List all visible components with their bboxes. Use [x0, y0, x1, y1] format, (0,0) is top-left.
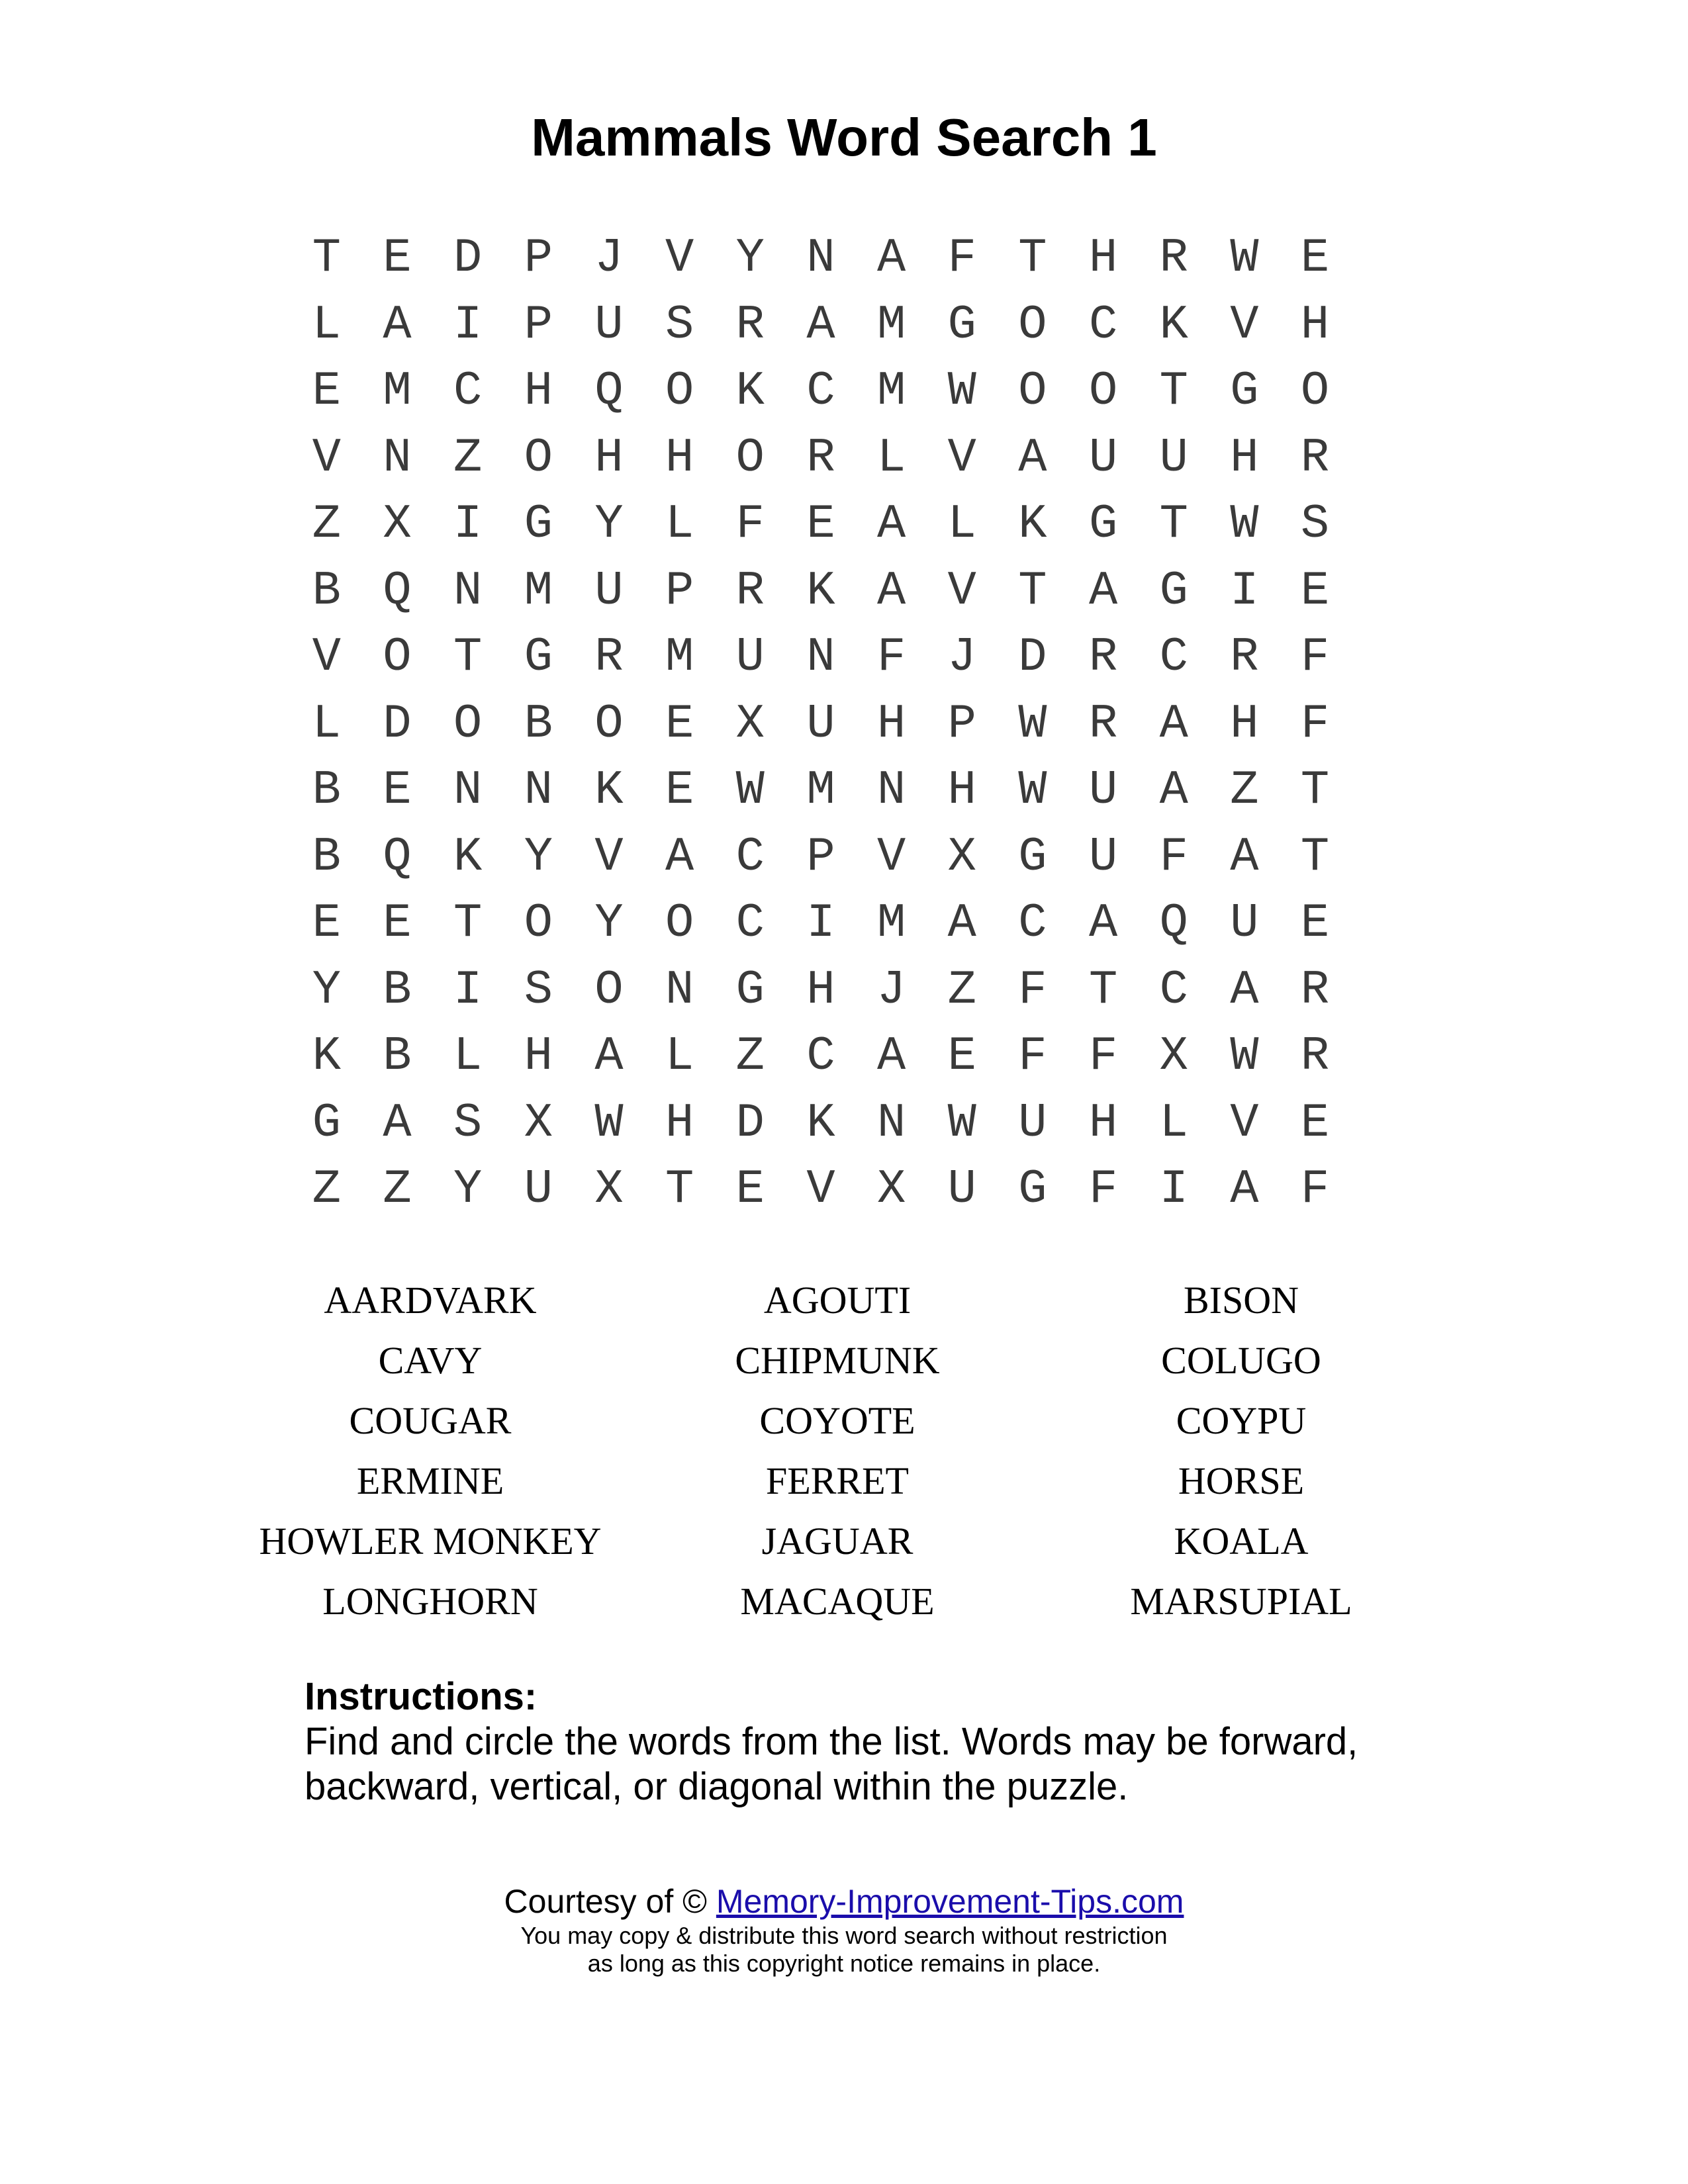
grid-letter: K	[735, 364, 765, 418]
grid-letter: Q	[383, 563, 412, 618]
grid-letter: X	[876, 1162, 906, 1216]
grid-letter: P	[947, 696, 976, 751]
grid-letter: A	[1088, 896, 1118, 950]
grid-letter: I	[453, 297, 483, 352]
grid-letter: M	[806, 763, 835, 817]
grid-letter: W	[594, 1095, 624, 1150]
grid-letter: H	[1300, 297, 1330, 352]
grid-letter: H	[1088, 1095, 1118, 1150]
grid-letter: N	[806, 630, 835, 684]
courtesy-prefix: Courtesy of ©	[504, 1883, 707, 1920]
grid-letter: G	[1018, 829, 1047, 884]
grid-letter: O	[594, 696, 624, 751]
grid-letter: T	[665, 1162, 694, 1216]
grid-letter: V	[947, 430, 976, 485]
grid-letter: C	[1018, 896, 1047, 950]
grid-letter: Z	[735, 1029, 765, 1083]
grid-letter: R	[1300, 962, 1330, 1017]
grid-letter: X	[594, 1162, 624, 1216]
grid-letter: P	[806, 829, 835, 884]
grid-letter: R	[1088, 696, 1118, 751]
grid-letter: Q	[1159, 896, 1188, 950]
grid-letter: W	[735, 763, 765, 817]
grid-letter: Y	[524, 829, 553, 884]
grid-letter: B	[312, 763, 341, 817]
grid-letter: O	[665, 896, 694, 950]
grid-letter: P	[524, 231, 553, 285]
grid-letter: T	[1088, 962, 1118, 1017]
grid-letter: S	[665, 297, 694, 352]
grid-letter: N	[524, 763, 553, 817]
grid-letter: F	[1300, 1162, 1330, 1216]
grid-letter: R	[735, 563, 765, 618]
grid-letter: N	[876, 763, 906, 817]
instructions-text: Find and circle the words from the list. Words may be forward, backward, vertical, or diagonal within the puzzle.	[305, 1720, 1358, 1808]
grid-letter: N	[453, 763, 483, 817]
grid-letter: Z	[947, 962, 976, 1017]
grid-letter: C	[1088, 297, 1118, 352]
grid-letter: A	[806, 297, 835, 352]
grid-letter: U	[1230, 896, 1259, 950]
word-list-item: FERRET	[766, 1459, 909, 1502]
grid-letter: C	[735, 896, 765, 950]
grid-letter: V	[806, 1162, 835, 1216]
word-list-item: JAGUAR	[761, 1520, 914, 1563]
grid-letter: A	[1230, 962, 1259, 1017]
grid-letter: E	[1300, 896, 1330, 950]
grid-letter: M	[665, 630, 694, 684]
grid-letter: Q	[594, 364, 624, 418]
grid-letter: U	[947, 1162, 976, 1216]
grid-letter: O	[524, 896, 553, 950]
grid-letter: G	[312, 1095, 341, 1150]
word-list-item: CHIPMUNK	[735, 1339, 940, 1382]
copyright-notice-line-2: as long as this copyright notice remains in place.	[587, 1950, 1101, 1977]
grid-letter: A	[1088, 563, 1118, 618]
grid-letter: O	[665, 364, 694, 418]
grid-letter: T	[453, 630, 483, 684]
grid-letter: U	[806, 696, 835, 751]
grid-letter: F	[876, 630, 906, 684]
grid-letter: L	[665, 497, 694, 551]
copyright-notice-line-1: You may copy & distribute this word search without restriction	[520, 1922, 1168, 1949]
grid-letter: Z	[453, 430, 483, 485]
grid-letter: H	[524, 1029, 553, 1083]
grid-letter: T	[453, 896, 483, 950]
grid-letter: D	[1018, 630, 1047, 684]
grid-letter: J	[947, 630, 976, 684]
grid-letter: O	[524, 430, 553, 485]
grid-letter: X	[1159, 1029, 1188, 1083]
grid-letter: V	[312, 430, 341, 485]
grid-letter: K	[806, 1095, 835, 1150]
grid-letter: E	[312, 364, 341, 418]
grid-letter: D	[383, 696, 412, 751]
grid-letter: F	[1018, 1029, 1047, 1083]
grid-letter: E	[383, 896, 412, 950]
grid-letter: V	[312, 630, 341, 684]
grid-letter: X	[383, 497, 412, 551]
grid-letter: B	[383, 962, 412, 1017]
grid-letter: B	[312, 829, 341, 884]
grid-letter: Y	[594, 497, 624, 551]
grid-letter: N	[806, 231, 835, 285]
word-list-item: LONGHORN	[322, 1580, 538, 1623]
grid-letter: F	[947, 231, 976, 285]
grid-letter: V	[665, 231, 694, 285]
grid-letter: X	[524, 1095, 553, 1150]
grid-letter: L	[1159, 1095, 1188, 1150]
grid-letter: N	[453, 563, 483, 618]
grid-letter: O	[1088, 364, 1118, 418]
grid-letter: R	[1300, 1029, 1330, 1083]
grid-letter: Z	[312, 1162, 341, 1216]
grid-letter: C	[1159, 630, 1188, 684]
grid-letter: E	[1300, 231, 1330, 285]
grid-letter: X	[735, 696, 765, 751]
grid-letter: E	[312, 896, 341, 950]
grid-letter: T	[1018, 563, 1047, 618]
grid-letter: W	[1230, 231, 1259, 285]
grid-letter: I	[453, 962, 483, 1017]
grid-letter: A	[665, 829, 694, 884]
footer	[0, 1881, 1688, 1978]
grid-letter: A	[1159, 696, 1188, 751]
grid-letter: A	[876, 497, 906, 551]
grid-letter: R	[594, 630, 624, 684]
grid-letter: E	[383, 763, 412, 817]
grid-letter: L	[312, 696, 341, 751]
grid-letter: F	[1300, 696, 1330, 751]
grid-letter: T	[1159, 497, 1188, 551]
grid-letter: O	[1300, 364, 1330, 418]
grid-letter: M	[524, 563, 553, 618]
grid-letter: G	[1159, 563, 1188, 618]
grid-letter: E	[806, 497, 835, 551]
grid-letter: E	[947, 1029, 976, 1083]
grid-letter: A	[383, 297, 412, 352]
grid-letter: T	[1300, 763, 1330, 817]
grid-letter: V	[947, 563, 976, 618]
grid-letter: A	[876, 1029, 906, 1083]
word-list-item: MARSUPIAL	[1130, 1580, 1352, 1623]
grid-letter: P	[665, 563, 694, 618]
grid-letter: H	[524, 364, 553, 418]
grid-letter: R	[1088, 630, 1118, 684]
word-list-item: AGOUTI	[763, 1279, 912, 1322]
grid-letter: B	[383, 1029, 412, 1083]
grid-letter: N	[876, 1095, 906, 1150]
grid-letter: V	[1230, 1095, 1259, 1150]
grid-letter: R	[1230, 630, 1259, 684]
grid-letter: G	[947, 297, 976, 352]
word-list-item: COYOTE	[759, 1399, 915, 1442]
grid-letter: M	[876, 297, 906, 352]
grid-letter: X	[947, 829, 976, 884]
grid-letter: K	[594, 763, 624, 817]
grid-letter: G	[1018, 1162, 1047, 1216]
grid-letter: W	[1230, 497, 1259, 551]
grid-letter: F	[1088, 1162, 1118, 1216]
grid-letter: K	[312, 1029, 341, 1083]
grid-letter: R	[735, 297, 765, 352]
grid-letter: A	[594, 1029, 624, 1083]
grid-letter: M	[383, 364, 412, 418]
word-list-item: ERMINE	[356, 1459, 504, 1502]
page-title: Mammals Word Search 1	[531, 108, 1157, 167]
grid-letter: W	[947, 364, 976, 418]
grid-letter: T	[1300, 829, 1330, 884]
grid-letter: A	[383, 1095, 412, 1150]
grid-letter: U	[1088, 430, 1118, 485]
grid-letter: U	[1159, 430, 1188, 485]
grid-letter: E	[1300, 1095, 1330, 1150]
word-list-item: KOALA	[1174, 1520, 1309, 1563]
grid-letter: C	[1159, 962, 1188, 1017]
grid-letter: H	[665, 430, 694, 485]
grid-letter: C	[735, 829, 765, 884]
grid-letter: H	[594, 430, 624, 485]
grid-letter: M	[876, 364, 906, 418]
grid-letter: I	[1230, 563, 1259, 618]
grid-letter: E	[665, 696, 694, 751]
grid-letter: H	[947, 763, 976, 817]
grid-letter: S	[1300, 497, 1330, 551]
grid-letter: O	[1018, 364, 1047, 418]
grid-letter: L	[312, 297, 341, 352]
grid-letter: W	[947, 1095, 976, 1150]
grid-letter: B	[524, 696, 553, 751]
grid-letter: U	[1088, 763, 1118, 817]
word-list-item: COLUGO	[1161, 1339, 1321, 1382]
grid-letter: F	[1300, 630, 1330, 684]
grid-letter: Z	[383, 1162, 412, 1216]
grid-letter: U	[735, 630, 765, 684]
grid-letter: I	[1159, 1162, 1188, 1216]
grid-letter: M	[876, 896, 906, 950]
grid-letter: T	[1018, 231, 1047, 285]
grid-letter: H	[1088, 231, 1118, 285]
grid-letter: O	[735, 430, 765, 485]
word-list-item: COUGAR	[349, 1399, 512, 1442]
grid-letter: O	[453, 696, 483, 751]
grid-letter: R	[1159, 231, 1188, 285]
grid-letter: P	[524, 297, 553, 352]
website-link[interactable]: Memory-Improvement-Tips.com	[716, 1883, 1184, 1920]
grid-letter: B	[312, 563, 341, 618]
grid-letter: Z	[1230, 763, 1259, 817]
grid-letter: H	[806, 962, 835, 1017]
grid-letter: K	[806, 563, 835, 618]
grid-letter: A	[876, 563, 906, 618]
grid-letter: O	[383, 630, 412, 684]
word-search-grid	[291, 225, 1417, 1223]
grid-letter: F	[1088, 1029, 1118, 1083]
grid-letter: E	[665, 763, 694, 817]
grid-letter: L	[453, 1029, 483, 1083]
grid-letter: E	[383, 231, 412, 285]
grid-letter: U	[1088, 829, 1118, 884]
grid-letter: C	[806, 1029, 835, 1083]
grid-letter: K	[453, 829, 483, 884]
grid-letter: F	[1018, 962, 1047, 1017]
grid-letter: G	[524, 630, 553, 684]
grid-letter: T	[1159, 364, 1188, 418]
grid-letter: A	[1230, 829, 1259, 884]
grid-letter: A	[1159, 763, 1188, 817]
courtesy-line	[0, 1881, 1688, 1922]
grid-letter: W	[1018, 763, 1047, 817]
word-list-item: CAVY	[378, 1339, 483, 1382]
grid-letter: A	[947, 896, 976, 950]
grid-letter: H	[665, 1095, 694, 1150]
grid-letter: I	[453, 497, 483, 551]
grid-letter: V	[1230, 297, 1259, 352]
grid-letter: L	[947, 497, 976, 551]
grid-letter: K	[1159, 297, 1188, 352]
grid-letter: T	[312, 231, 341, 285]
grid-letter: A	[1230, 1162, 1259, 1216]
grid-letter: L	[665, 1029, 694, 1083]
grid-letter: G	[1230, 364, 1259, 418]
grid-letter: U	[1018, 1095, 1047, 1150]
grid-letter: Y	[453, 1162, 483, 1216]
grid-letter: A	[1018, 430, 1047, 485]
grid-letter: H	[876, 696, 906, 751]
grid-letter: Z	[312, 497, 341, 551]
grid-letter: L	[876, 430, 906, 485]
grid-letter: U	[594, 297, 624, 352]
grid-letter: H	[1230, 696, 1259, 751]
grid-letter: D	[453, 231, 483, 285]
instructions	[305, 1674, 1430, 1809]
grid-letter: O	[594, 962, 624, 1017]
grid-letter: G	[735, 962, 765, 1017]
grid-letter: U	[594, 563, 624, 618]
grid-letter: Y	[594, 896, 624, 950]
word-list-item: COYPU	[1176, 1399, 1307, 1442]
grid-letter: C	[806, 364, 835, 418]
grid-letter: K	[1018, 497, 1047, 551]
grid-letter: C	[453, 364, 483, 418]
grid-letter: R	[1300, 430, 1330, 485]
grid-letter: J	[876, 962, 906, 1017]
grid-letter: G	[524, 497, 553, 551]
grid-letter: Q	[383, 829, 412, 884]
instructions-heading: Instructions:	[305, 1675, 538, 1718]
grid-letter: E	[1300, 563, 1330, 618]
grid-letter: S	[453, 1095, 483, 1150]
grid-letter: N	[383, 430, 412, 485]
grid-letter: N	[665, 962, 694, 1017]
word-list-item: HOWLER MONKEY	[259, 1520, 602, 1563]
grid-letter: F	[1159, 829, 1188, 884]
grid-letter: J	[594, 231, 624, 285]
grid-letter: U	[524, 1162, 553, 1216]
grid-letter: Y	[735, 231, 765, 285]
grid-letter: I	[806, 896, 835, 950]
grid-letter: D	[735, 1095, 765, 1150]
grid-letter: W	[1230, 1029, 1259, 1083]
grid-letter: W	[1018, 696, 1047, 751]
word-list-item: HORSE	[1178, 1459, 1305, 1502]
grid-letter: V	[876, 829, 906, 884]
grid-letter: H	[1230, 430, 1259, 485]
word-list	[0, 1274, 1688, 1645]
grid-letter: G	[1088, 497, 1118, 551]
grid-letter: O	[1018, 297, 1047, 352]
grid-letter: V	[594, 829, 624, 884]
grid-letter: A	[876, 231, 906, 285]
grid-letter: Y	[312, 962, 341, 1017]
word-list-item: AARDVARK	[324, 1279, 537, 1322]
grid-letter: F	[735, 497, 765, 551]
grid-letter: E	[735, 1162, 765, 1216]
grid-letter: R	[806, 430, 835, 485]
word-list-item: BISON	[1183, 1279, 1299, 1322]
grid-letter: S	[524, 962, 553, 1017]
word-list-item: MACAQUE	[740, 1580, 935, 1623]
